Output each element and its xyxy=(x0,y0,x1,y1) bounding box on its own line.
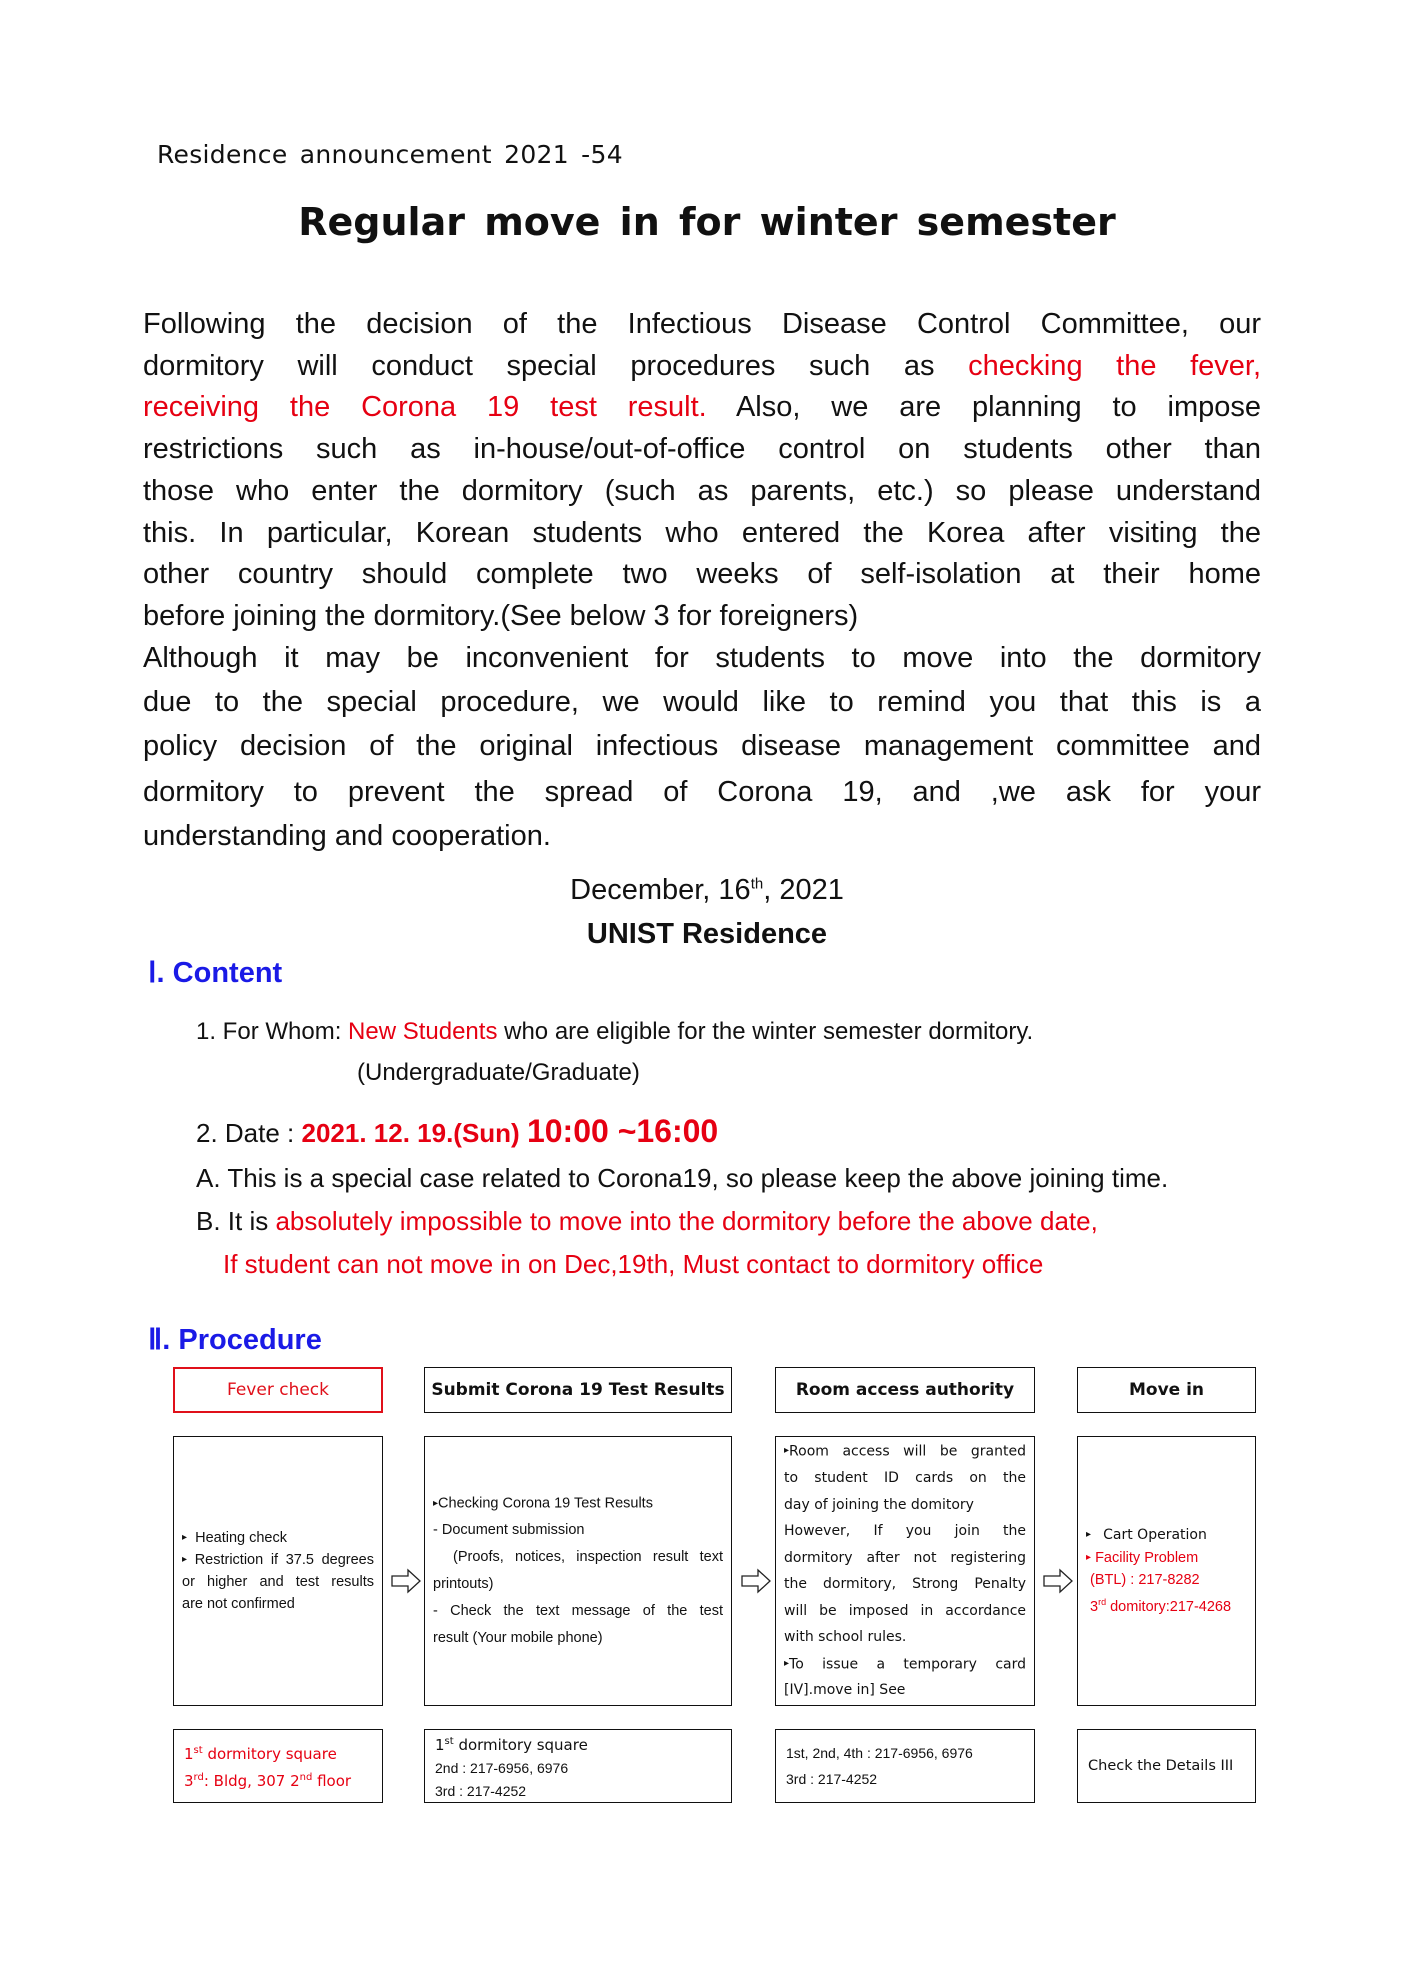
intro-line: dormitory will conduct special procedures such as checking the fever, xyxy=(143,350,1261,382)
phone-line: 1st, 2nd, 4th : 217-6956, 6976 xyxy=(786,1745,973,1761)
highlight-impossible: absolutely impossible to move into the dormitory before the above date, xyxy=(275,1206,1098,1236)
highlight-new-students: New Students xyxy=(348,1018,498,1045)
highlight-test-result: receiving the Corona 19 test result. xyxy=(143,391,707,423)
step-header-fever-check: Fever check xyxy=(173,1367,383,1413)
section-heading-content: Ⅰ. Content xyxy=(148,957,283,989)
step-text: are not confirmed xyxy=(182,1596,295,1613)
bullet-icon: ▸ xyxy=(784,1445,790,1457)
step-text: will be imposed in accordance xyxy=(784,1602,1026,1619)
bullet-icon: ▸ xyxy=(1086,1529,1092,1541)
intro-line: receiving the Corona 19 test result. Also, we are planning to impose xyxy=(143,391,1262,423)
intro-line: this. In particular, Korean students who entered the Korea after visiting the xyxy=(143,517,1261,549)
step-bullet: ▸Room access will be granted xyxy=(784,1443,1026,1460)
step-header-submit-test: Submit Corona 19 Test Results xyxy=(424,1367,732,1413)
step-bullet: ▸ Facility Problem xyxy=(1086,1549,1199,1566)
arrow-right-icon xyxy=(741,1568,771,1594)
content-item-b: B. It is absolutely impossible to move into the dormitory before the above date, xyxy=(196,1206,1098,1236)
content-item-b-continued: If student can not move in on Dec,19th, Must contact to dormitory office xyxy=(223,1249,1044,1279)
intro-line: policy decision of the original infectious disease management committee and xyxy=(143,730,1261,762)
content-item-note: (Undergraduate/Graduate) xyxy=(357,1059,640,1086)
intro-line: before joining the dormitory.(See below 3 for foreigners) xyxy=(143,600,859,632)
bullet-icon: ▸ xyxy=(433,1497,439,1509)
intro-line: those who enter the dormitory (such as parents, etc.) so please understand xyxy=(143,475,1261,507)
content-item-a: A. This is a special case related to Corona19, so please keep the above joining time. xyxy=(196,1163,1169,1193)
step-text: - Document submission xyxy=(433,1522,585,1539)
intro-line: other country should complete two weeks of self-isolation at their home xyxy=(143,558,1261,590)
content-item-date: 2. Date : 2021. 12. 19.(Sun) 10:00 ~16:00 xyxy=(196,1113,719,1149)
step-text: However, If you join the xyxy=(784,1523,1026,1539)
move-in-date: 2021. 12. 19.(Sun) xyxy=(301,1118,527,1148)
step-text: with school rules. xyxy=(784,1629,907,1645)
step-text: to student ID cards on the xyxy=(784,1470,1026,1486)
organization-signature: UNIST Residence xyxy=(586,918,828,950)
step-text: [IV].move in] See xyxy=(784,1682,906,1699)
step-details-move-in xyxy=(1077,1729,1256,1803)
step-contact-room-access xyxy=(775,1729,1035,1803)
step-bullet: ▸ Restriction if 37.5 degrees xyxy=(182,1552,374,1568)
step-body-fever-check xyxy=(173,1436,383,1706)
arrow-right-icon xyxy=(391,1568,421,1594)
step-body-submit-test xyxy=(424,1436,732,1706)
step-text: dormitory after not registering xyxy=(784,1549,1026,1566)
page-title: Regular move in for winter semester xyxy=(298,200,1116,244)
step-text: the dormitory, Strong Penalty xyxy=(784,1576,1026,1592)
phone-line: 3rd : 217-4252 xyxy=(435,1782,527,1799)
step-text: printouts) xyxy=(433,1576,494,1593)
intro-line: restrictions such as in-house/out-of-office control on students other than xyxy=(143,433,1261,465)
intro-line: understanding and cooperation. xyxy=(143,820,551,852)
step-text: or higher and test results xyxy=(182,1574,374,1591)
facility-phone: (BTL) : 217-8282 xyxy=(1090,1571,1200,1588)
content-item-for-whom: 1. For Whom: New Students who are eligible for the winter semester dormitory. xyxy=(196,1018,1034,1045)
step-text: - Check the text message of the test xyxy=(433,1603,723,1620)
highlight-fever: checking the fever, xyxy=(968,350,1261,382)
step-body-room-access xyxy=(775,1436,1035,1706)
intro-line: Following the decision of the Infectious Disease Control Committee, our xyxy=(143,308,1261,340)
location-line: 1st dormitory square xyxy=(184,1745,337,1763)
step-location-submit-test xyxy=(424,1729,732,1803)
dormitory-phone: 3rd domitory:217-4268 xyxy=(1090,1596,1232,1615)
step-location-fever-check xyxy=(173,1729,383,1803)
bullet-icon: ▸ xyxy=(182,1554,188,1566)
bullet-icon: ▸ xyxy=(784,1657,790,1669)
phone-line: 3rd : 217-4252 xyxy=(786,1771,878,1787)
step-bullet: ▸Checking Corona 19 Test Results xyxy=(433,1495,653,1512)
intro-line: due to the special procedure, we would like to remind you that this is a xyxy=(143,686,1261,718)
announcement-number: Residence announcement 2021 -54 xyxy=(157,140,623,169)
phone-line: 2nd : 217-6956, 6976 xyxy=(435,1759,569,1776)
step-text: (Proofs, notices, inspection result text xyxy=(453,1549,723,1566)
step-body-move-in xyxy=(1077,1436,1256,1706)
step-bullet: ▸To issue a temporary card xyxy=(784,1655,1026,1672)
details-reference: Check the Details III xyxy=(1088,1758,1234,1774)
step-text: result (Your mobile phone) xyxy=(433,1630,603,1647)
bullet-icon: ▸ xyxy=(182,1532,188,1543)
move-in-time: 10:00 ~16:00 xyxy=(526,1113,719,1149)
location-line: 3rd: Bldg, 307 2nd floor xyxy=(184,1772,352,1790)
intro-line: dormitory to prevent the spread of Corona 19, and ,we ask for your xyxy=(143,776,1261,808)
step-bullet: ▸ Cart Operation xyxy=(1086,1527,1207,1544)
intro-line: Although it may be inconvenient for students to move into the dormitory xyxy=(143,642,1261,674)
step-header-room-access: Room access authority xyxy=(775,1367,1035,1413)
announcement-date: December, 16th, 2021 xyxy=(570,874,844,906)
arrow-right-icon xyxy=(1043,1568,1073,1594)
bullet-icon: ▸ xyxy=(1086,1551,1092,1563)
step-bullet: ▸ Heating check xyxy=(182,1529,287,1546)
step-text: day of joining the domitory xyxy=(784,1496,974,1513)
step-header-move-in: Move in xyxy=(1077,1367,1256,1413)
location-line: 1st dormitory square xyxy=(435,1735,588,1754)
section-heading-procedure: Ⅱ. Procedure xyxy=(148,1324,322,1356)
